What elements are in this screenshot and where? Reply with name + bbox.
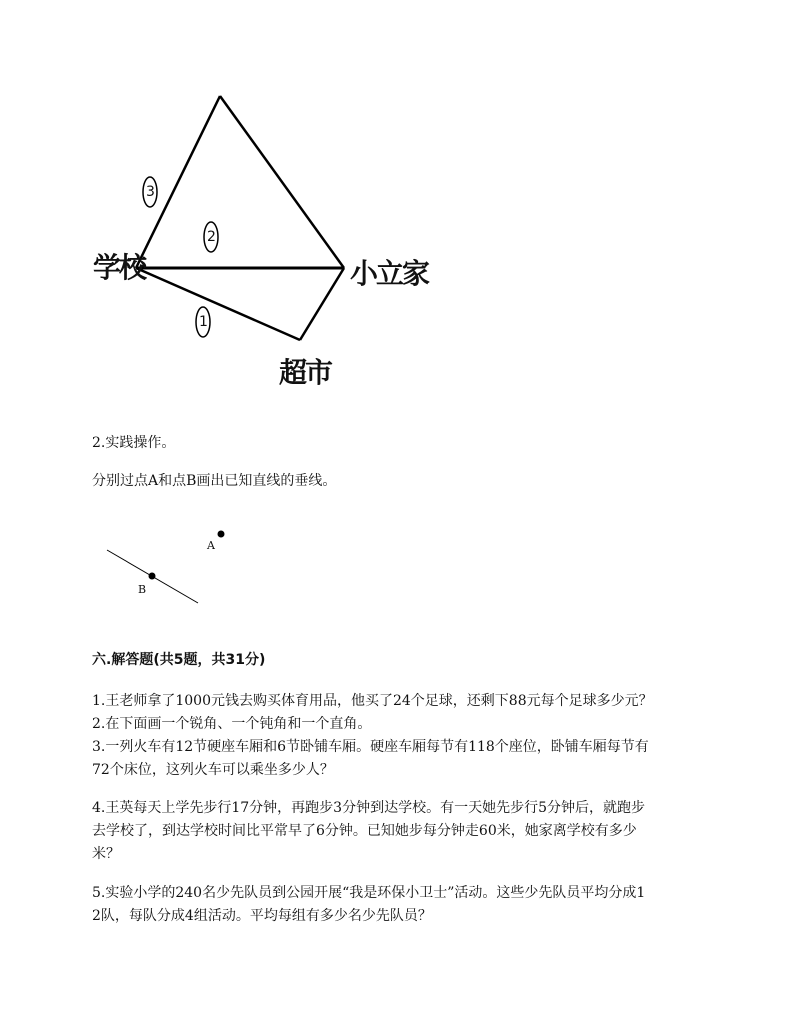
section-title: 六.解答题(共5题，共31分) [92,652,266,668]
point-b [149,573,156,580]
question-4-line-2: 去学校了，到达学校时间比平常早了6分钟。已知她步每分钟走60米，她家离学校有多少 [92,823,637,839]
question-1: 1.王老师拿了1000元钱去购买体育用品，他买了24个足球，还剩下88元每个足球多少元？ [92,693,653,709]
point-b-label: B [138,583,147,596]
market-label: 超市 [279,356,332,389]
route-1-line [136,268,300,340]
top-to-home-line [220,96,344,268]
question-4-line-3: 米？ [92,846,120,862]
point-a [218,531,225,538]
practice-heading: 2.实践操作。 [92,435,176,451]
home-label: 小立家 [350,257,429,290]
point-a-label: A [207,539,215,552]
route-1-label: 1 [199,314,208,330]
question-5-line-2: 2队，每队分成4组活动。平均每组有多少名少先队员？ [92,908,432,924]
route-2-label: 2 [207,229,216,245]
question-5-line-1: 5.实验小学的240名少先队员到公园开展“我是环保小卫士”活动。这些少先队员平均分成1 [92,885,646,901]
question-3-line-1: 3.一列火车有12节硬座车厢和6节卧铺车厢。硬座车厢每节有118个座位，卧铺车厢每节有 [92,739,649,755]
market-to-home-line [300,268,344,340]
question-2: 2.在下面画一个锐角、一个钝角和一个直角。 [92,716,372,732]
route-3-label: 3 [146,184,155,200]
question-4-line-1: 4.王英每天上学先步行17分钟，再跑步3分钟到达学校。有一天她先步行5分钟后，就跑步 [92,800,645,816]
school-label: 学校 [93,251,146,284]
question-3-line-2: 72个床位，这列火车可以乘坐多少人？ [92,762,334,778]
practice-instruction: 分别过点A和点B画出已知直线的垂线。 [92,473,337,489]
